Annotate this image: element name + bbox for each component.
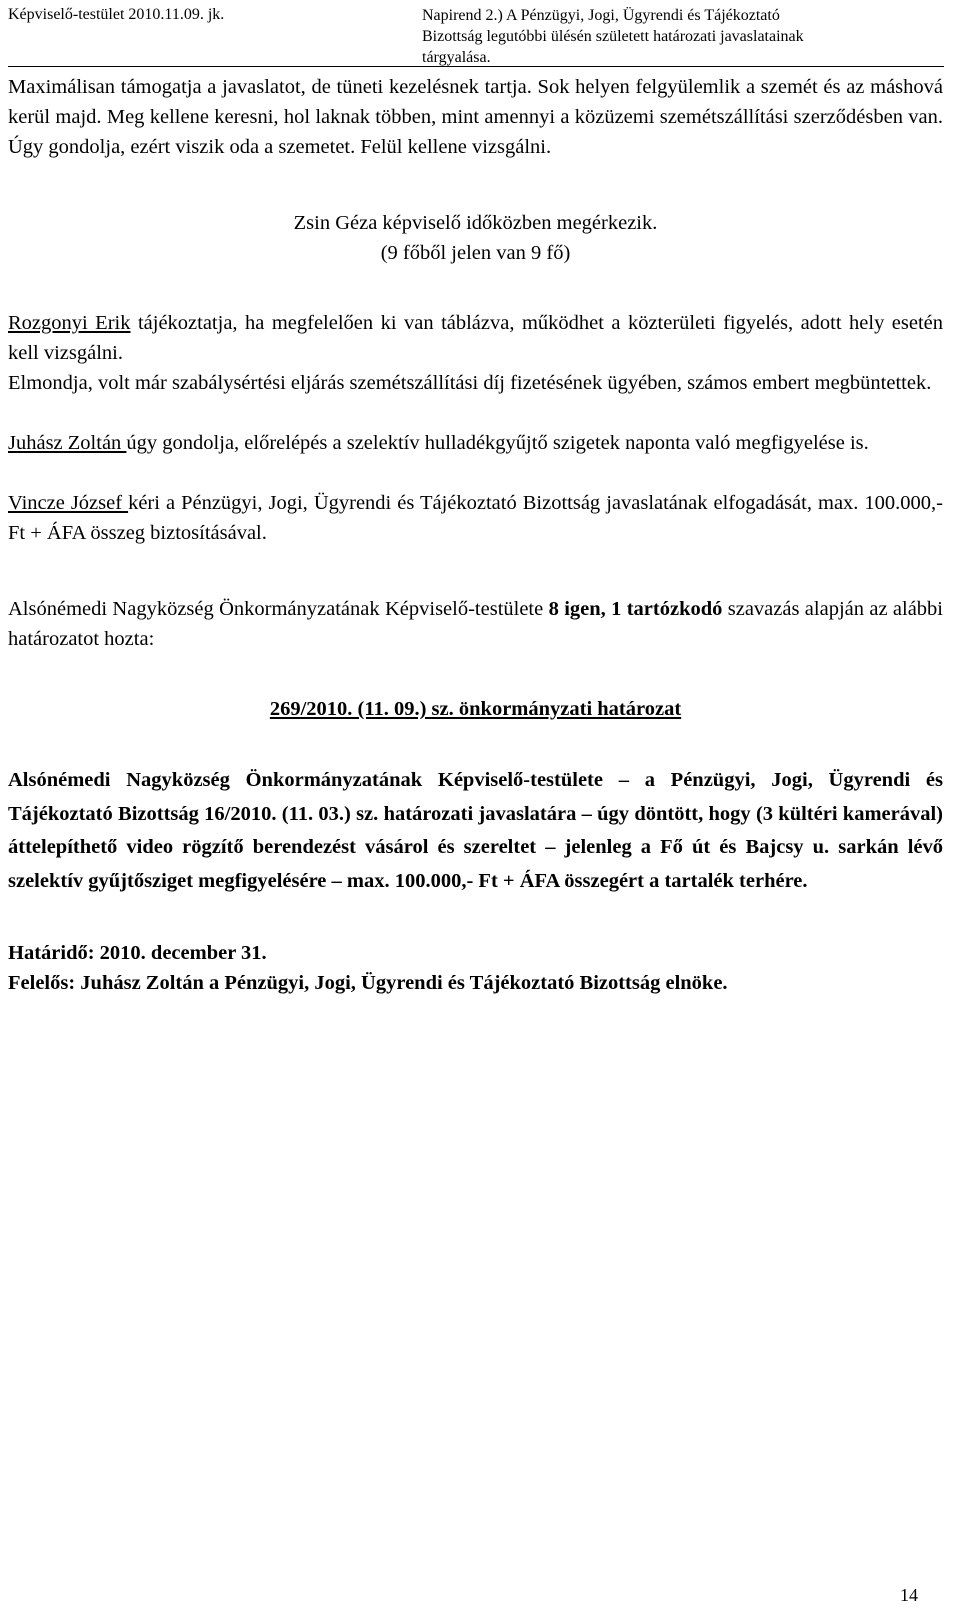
paragraph-support: Maximálisan támogatja a javaslatot, de tüneti kezelésnek tartja. Sok helyen felgyülemlik a szemét és az máshová kerül majd. Meg kellene keresni, hol laknak többen, mint amennyi a közüzemi szemétszállítási szerződésben van. Úgy gondolja, ezért viszik oda a szemetet. Felül kellene vizsgálni. — [8, 76, 943, 158]
vote-text: Alsónémedi Nagyközség Önkormányzatának Képviselő-testülete — [8, 598, 549, 620]
header-left: Képviselő-testület 2010.11.09. jk. — [8, 6, 225, 23]
paragraph-fines: Elmondja, volt már szabálysértési eljárás szemétszállítási díj fizetésének ügyében, számos embert megbüntettek. — [8, 372, 932, 394]
speaker-name: Rozgonyi Erik — [8, 312, 131, 334]
header-rule — [8, 66, 944, 67]
resolution-deadline: Határidő: 2010. december 31. — [8, 942, 267, 964]
resolution-title: 269/2010. (11. 09.) sz. önkormányzati határozat — [269, 698, 682, 720]
header-right-line-1: Napirend 2.) A Pénzügyi, Jogi, Ügyrendi és Tájékoztató — [422, 7, 780, 24]
resolution-body: Alsónémedi Nagyközség Önkormányzatának Képviselő-testülete – a Pénzügyi, Jogi, Ügyrendi és Tájékoztató Bizottság 16/2010. (11. 03.) sz. határozati javaslatára – úgy döntött, hogy (3 kültéri kamerával) áttelepíthető video rögzítő berendezést vásárol és szereltet – jelenleg a Fő út és Bajcsy u. sarkán lévő szelektív gyűjtősziget megfigyelésére – max. 100.000,- Ft + ÁFA összegért a tartalék terhére. — [8, 769, 943, 892]
paragraph-text: úgy gondolja, előrelépés a szelektív hulladékgyűjtő szigetek naponta való megfigyelése is. — [126, 432, 869, 454]
header-right-line-3: tárgyalása. — [422, 49, 491, 66]
header-right — [422, 5, 942, 68]
paragraph-vincze — [8, 488, 943, 548]
speaker-name: Vincze József — [8, 492, 129, 514]
paragraph-text: kéri a Pénzügyi, Jogi, Ügyrendi és Tájékoztató Bizottság javaslatának elfogadását, max. 100.000,- Ft + ÁFA összeg biztosításával. — [8, 492, 944, 544]
resolution-responsible: Felelős: Juhász Zoltán a Pénzügyi, Jogi, Ügyrendi és Tájékoztató Bizottság elnöke. — [8, 972, 728, 994]
arrival-note: Zsin Géza képviselő időközben megérkezik. — [293, 212, 658, 234]
vote-statement — [8, 594, 943, 654]
header-right-line-2: Bizottság legutóbbi ülésén született határozati javaslatainak — [422, 28, 804, 45]
vote-result: 8 igen, 1 tartózkodó — [548, 598, 723, 620]
document-body — [8, 72, 943, 998]
speaker-name: Juhász Zoltán — [8, 432, 127, 454]
attendance-note: (9 főből jelen van 9 fő) — [380, 242, 571, 264]
vote-tail: szavazás alapján az alábbi határozatot hozta: — [8, 598, 943, 650]
paragraph-text: tájékoztatja, ha megfelelően ki van táblázva, működhet a közterületi figyelés, adott hely esetén kell vizsgálni. — [8, 312, 943, 364]
paragraph-rozgonyi — [8, 308, 943, 368]
page-number: 14 — [900, 1585, 918, 1605]
paragraph-juhasz — [8, 428, 943, 458]
